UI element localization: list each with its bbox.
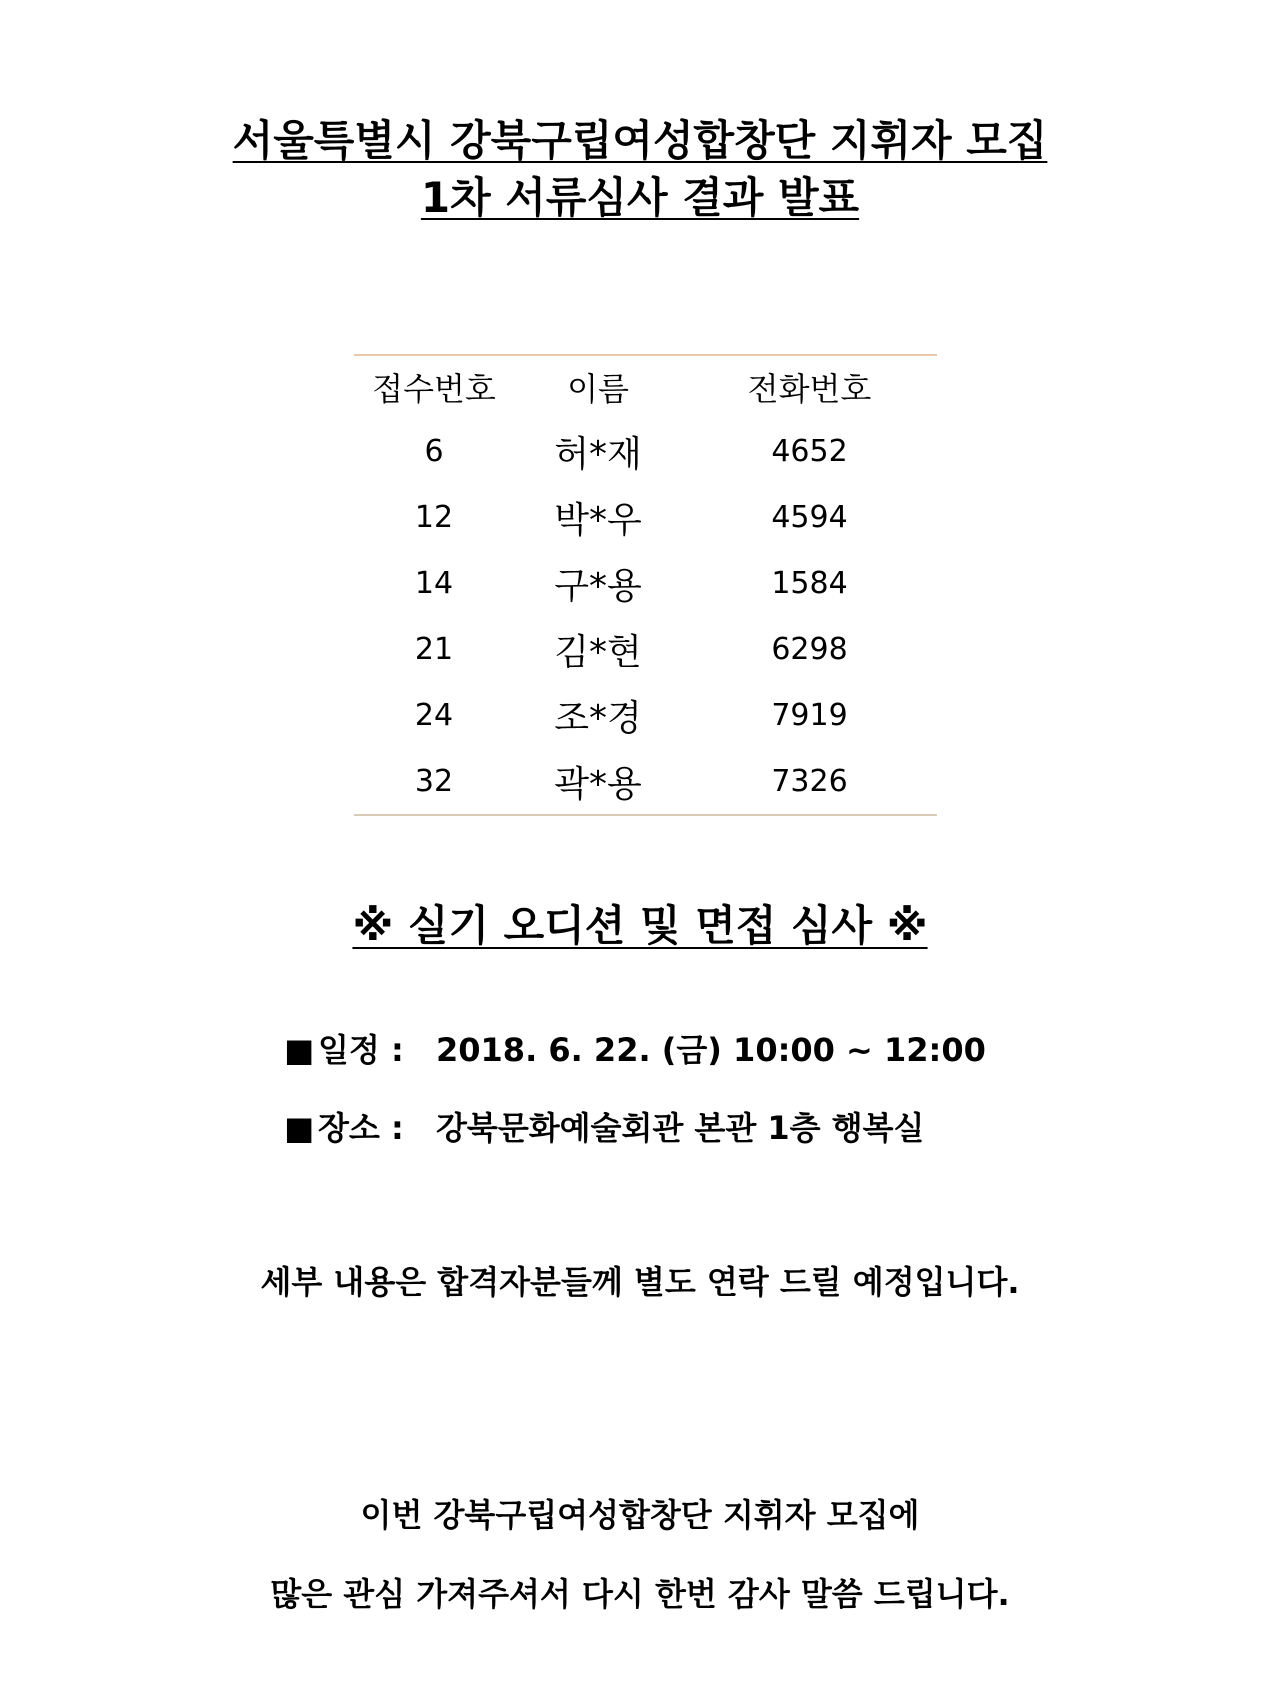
cell-number: 14 [414, 565, 454, 601]
table-row [354, 748, 937, 815]
cell-name: 허*재 [554, 433, 642, 475]
cell-phone: 1584 [771, 565, 848, 601]
cell-number: 24 [414, 697, 454, 733]
audition-section-title [0, 898, 1280, 954]
cell-name: 구*용 [554, 565, 642, 607]
cell-name: 조*경 [554, 697, 642, 739]
page-title-line1: 서울특별시 강북구립여성합창단 지휘자 모집 [232, 116, 1048, 165]
square-bullet-icon: ■ [284, 1109, 315, 1147]
cell-name: 박*우 [554, 499, 642, 541]
notice-detail: 세부 내용은 합격자분들께 별도 연락 드릴 예정입니다. [260, 1263, 1020, 1301]
cell-number: 21 [414, 631, 454, 667]
table-row [354, 616, 937, 682]
schedule-row [284, 1028, 986, 1072]
venue-row [284, 1106, 924, 1150]
cell-number: 32 [414, 763, 454, 799]
cell-phone: 6298 [771, 631, 848, 667]
venue-value: 강북문화예술회관 본관 1층 행복실 [436, 1109, 925, 1147]
venue-label: 장소 : [318, 1109, 404, 1147]
cell-number: 12 [414, 499, 454, 535]
cell-number: 6 [424, 433, 444, 469]
table-header-row [354, 355, 937, 418]
cell-phone: 4652 [771, 433, 848, 469]
table-row [354, 550, 937, 616]
cell-name: 김*현 [554, 631, 642, 673]
cell-name: 곽*용 [554, 763, 642, 805]
audition-section-title-text: ※ 실기 오디션 및 면접 심사 ※ [352, 901, 928, 950]
page-title-line2: 1차 서류심사 결과 발표 [420, 173, 860, 222]
square-bullet-icon: ■ [284, 1031, 315, 1069]
page-subtitle [0, 170, 1280, 226]
header-number: 접수번호 [372, 370, 496, 408]
closing-line-1: 이번 강북구립여성합창단 지휘자 모집에 [360, 1496, 920, 1534]
table-row [354, 484, 937, 550]
cell-phone: 7326 [771, 763, 848, 799]
cell-phone: 4594 [771, 499, 848, 535]
closing-line-2: 많은 관심 가져주셔서 다시 한번 감사 말씀 드립니다. [270, 1575, 1010, 1613]
schedule-value: 2018. 6. 22. (금) 10:00 ~ 12:00 [436, 1031, 986, 1069]
cell-phone: 7919 [771, 697, 848, 733]
schedule-label: 일정 : [318, 1031, 404, 1069]
table-row [354, 418, 937, 484]
header-phone: 전화번호 [747, 370, 872, 408]
table-row [354, 682, 937, 748]
results-table [354, 354, 937, 816]
page-title [0, 113, 1280, 169]
header-name: 이름 [567, 370, 629, 408]
